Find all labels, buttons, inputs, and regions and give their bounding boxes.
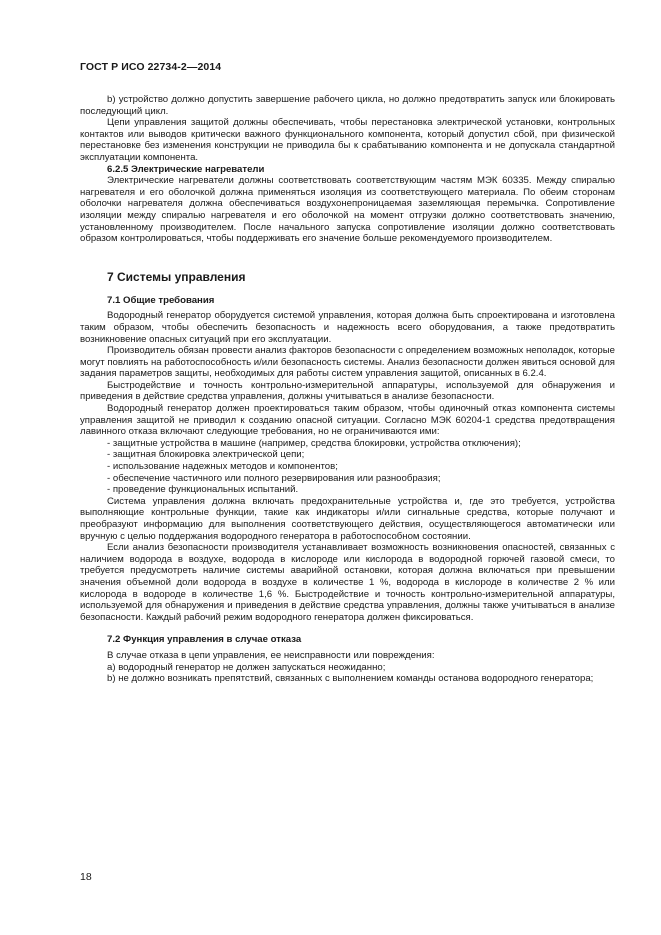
list-item: - защитная блокировка электрической цепи; [107, 449, 305, 461]
paragraph: Водородный генератор оборудуется системой управления, которая должна быть спроектирована и изготовлена таким образом, чтобы обеспечить безопасность и надежность всего оборудования, а также предотвратить возникновение опасных ситуаций при его эксплуатации. [80, 310, 615, 345]
paragraph: a) водородный генератор не должен запускаться неожиданно; [107, 661, 386, 673]
paragraph: Электрические нагреватели должны соответствовать соответствующим частям МЭК 60335. Между спиралью нагревателя и его оболочкой должна применяться изоляция из соответствующего материала. По обеим сторонам оболочки нагревателя должна обеспечиваться воздухонепроницаемая заземляющая перемычка. Сопротивление изоляции между спиралью нагревателя и его оболочкой на момент отгрузки должно соответствовать значению, установленному производителем. После начального запуска сопротивление изоляции должно соответствовать образом контролироваться, чтобы поддерживать его значение больше рекомендуемого производителем. [80, 175, 615, 245]
paragraph: Быстродействие и точность контрольно-измерительной аппаратуры, используемой для обнаружения и приведения в действие средства управления, должны учитываться в анализе безопасности. [80, 379, 615, 403]
paragraph: Производитель обязан провести анализ факторов безопасности с определением возможных неполадок, которые могут повлиять на работоспособность и/или безопасность системы. Анализ безопасности должен явиться основой для задания параметров защиты, необходимых для работы систем управления защитой, описанных в 6.2.4. [80, 345, 615, 380]
subsection-heading-7-1: 7.1 Общие требования [107, 294, 215, 306]
subsection-heading-7-2: 7.2 Функция управления в случае отказа [107, 634, 302, 646]
paragraph: Если анализ безопасности производителя устанавливает возможность возникновения опасностей, связанных с наличием водорода в воздухе, водорода в кислороде или кислорода в водородной горючей газовой смеси, то требуется предусмотреть наличие системы аварийной остановки, которая должна включаться при превышении значения объемной доли водорода в воздухе в количестве 1 %, водорода в кислороде в количестве 2 % или кислорода в водороде в количестве 1,6 %. Быстродействие и точность контрольно-измерительной аппаратуры, используемой для обнаружения и приведения в действие средства управления, должны также учитываться в анализе безопасности. Каждый рабочий режим водородного генератора должен фиксироваться. [80, 542, 615, 623]
document-header: ГОСТ Р ИСО 22734-2—2014 [80, 61, 222, 73]
page-content [80, 94, 615, 685]
paragraph: Водородный генератор должен проектироваться таким образом, чтобы одиночный отказ компонента системы управления защитой не приводил к созданию опасной ситуации. Согласно МЭК 60204-1 средства предотвращения лавинного отказа включают следующие требования, но не ограничиваются ими: [80, 403, 615, 438]
paragraph: b) устройство должно допустить завершение рабочего цикла, но должно предотвратить запуск или блокировать последующий цикл. [80, 94, 615, 117]
page-number: 18 [80, 871, 92, 883]
list-item: - защитные устройства в машине (например, средства блокировки, устройства отключения); [107, 437, 521, 449]
list-item: - проведение функциональных испытаний. [107, 484, 299, 496]
list-item: - использование надежных методов и компонентов; [107, 461, 338, 473]
list-item: - обеспечение частичного или полного резервирования или разнообразия; [107, 472, 441, 484]
paragraph: В случае отказа в цепи управления, ее неисправности или повреждения: [107, 649, 435, 661]
subsection-heading-6-2-5: 6.2.5 Электрические нагреватели [107, 163, 265, 175]
paragraph: b) не должно возникать препятствий, связанных с выполнением команды останова водородного генератора; [107, 673, 594, 685]
section-heading-7: 7 Системы управления [107, 269, 246, 284]
paragraph: Цепи управления защитой должны обеспечивать, чтобы перестановка электрической установки, контрольных контактов или выводов критически важного функционального компонента, который допустил сбой, при физической перестановке без изменения конструкции не приводила бы к срабатыванию компонента и не допускала стандартной эксплуатации компонента. [80, 117, 615, 163]
paragraph: Система управления должна включать предохранительные устройства и, где это требуется, устройства выполняющие контрольные функции, такие как индикаторы и/или сигнальные средства, которые получают и преобразуют информацию для выполнения соответствующего действия, осуществляющегося автоматически или вручную с целью поддержания водородного генератора в работоспособном состоянии. [80, 495, 615, 542]
